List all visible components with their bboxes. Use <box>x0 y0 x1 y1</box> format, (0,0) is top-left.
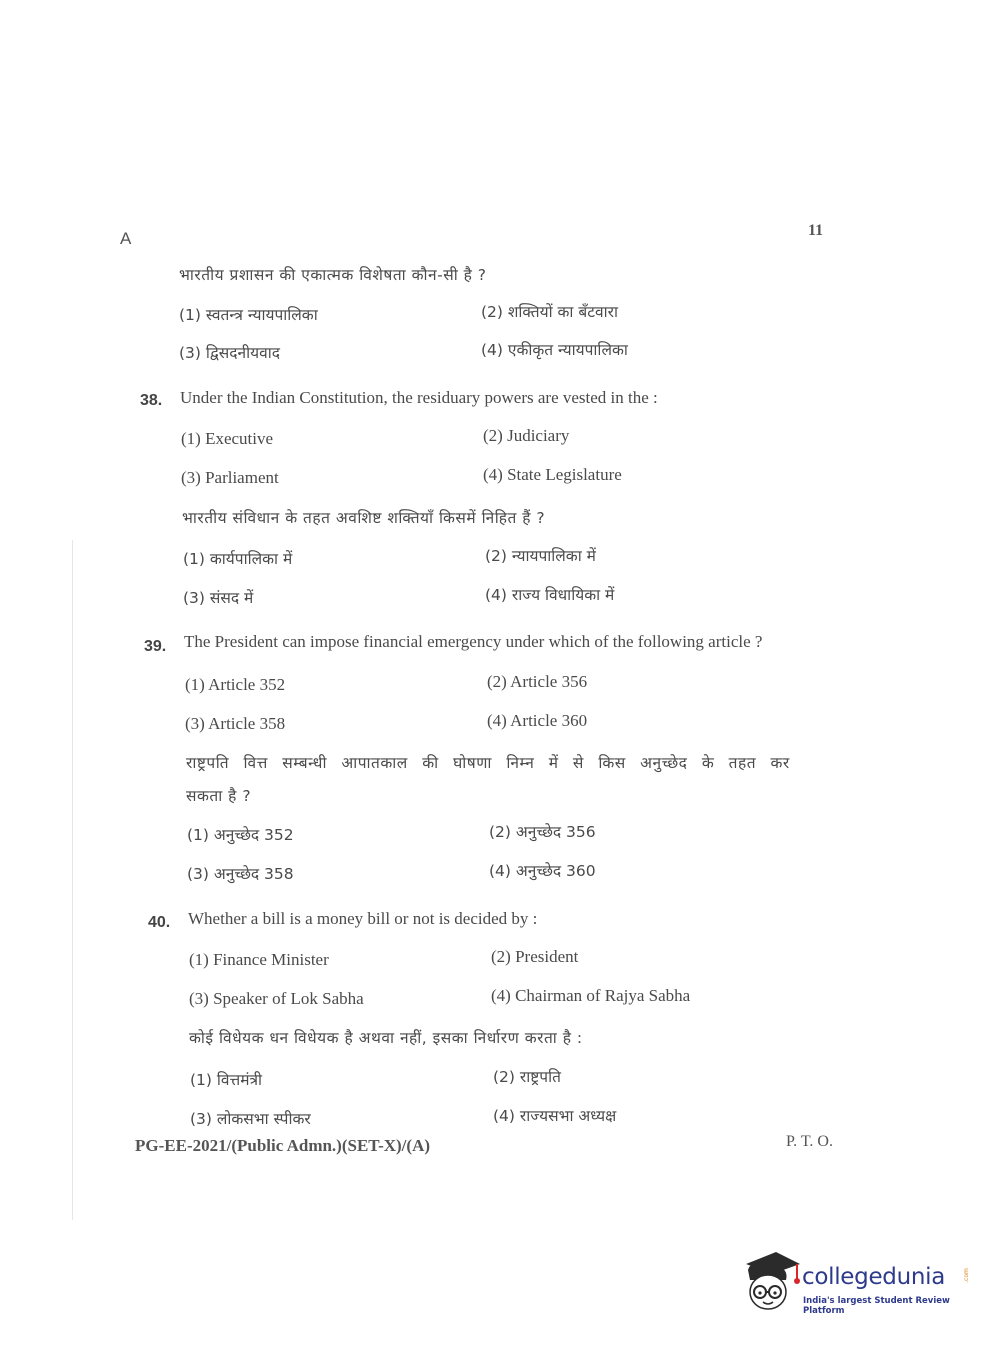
q38-hindi-option-2: (2) न्यायपालिका में <box>485 547 596 565</box>
q38-option-1: (1) Executive <box>181 429 274 448</box>
q40-option-3: (3) Speaker of Lok Sabha <box>189 989 364 1008</box>
q40-hindi-option-3: (3) लोकसभा स्पीकर <box>190 1110 311 1128</box>
collegedunia-wordmark: collegedunia <box>802 1264 946 1290</box>
q37-hindi-option-2: (2) शक्तियों का बँटवारा <box>481 303 619 321</box>
q40-number: 40. <box>148 914 171 931</box>
q39-hindi-option-1: (1) अनुच्छेद 352 <box>187 826 294 844</box>
q39-hindi-option-2: (2) अनुच्छेद 356 <box>489 823 596 841</box>
q38-number: 38. <box>140 392 163 409</box>
q39-hindi-option-3: (3) अनुच्छेद 358 <box>187 865 294 883</box>
collegedunia-domain: .com <box>962 1268 970 1283</box>
q40-option-4: (4) Chairman of Rajya Sabha <box>491 986 691 1005</box>
q37-hindi-option-3: (3) द्विसदनीयवाद <box>179 344 280 362</box>
q40-text: Whether a bill is a money bill or not is decided by : <box>188 909 538 928</box>
q38-hindi-option-3: (3) संसद में <box>183 589 254 607</box>
q37-hindi-text: भारतीय प्रशासन की एकात्मक विशेषता कौन-सी है ? <box>179 266 487 284</box>
q38-option-3: (3) Parliament <box>181 468 279 487</box>
q40-option-2: (2) President <box>491 947 579 966</box>
q39-hindi-option-4: (4) अनुच्छेद 360 <box>489 862 596 880</box>
q38-text: Under the Indian Constitution, the residuary powers are vested in the : <box>180 388 658 407</box>
q40-option-1: (1) Finance Minister <box>189 950 329 969</box>
q38-hindi-text: भारतीय संविधान के तहत अवशिष्ट शक्तियाँ किसमें निहित हैं ? <box>182 509 546 527</box>
q38-hindi-option-4: (4) राज्य विधायिका में <box>485 586 615 604</box>
q37-hindi-option-4: (4) एकीकृत न्यायपालिका <box>481 341 628 359</box>
collegedunia-tagline: India's largest Student Review Platform <box>803 1296 950 1316</box>
q39-text: The President can impose financial emergency under which of the following article ? <box>184 632 763 651</box>
q39-option-2: (2) Article 356 <box>487 672 588 691</box>
q39-hindi-text-line1: राष्ट्रपति वित्त सम्बन्धी आपातकाल की घोषणा निम्न में से किस अनुच्छेद के तहत कर <box>186 754 790 772</box>
q39-option-4: (4) Article 360 <box>487 711 588 730</box>
q40-hindi-text: कोई विधेयक धन विधेयक है अथवा नहीं, इसका निर्धारण करता है : <box>189 1029 583 1047</box>
q38-option-2: (2) Judiciary <box>483 426 570 445</box>
q39-hindi-text-line2: सकता है ? <box>186 787 252 805</box>
q40-hindi-option-2: (2) राष्ट्रपति <box>493 1068 561 1086</box>
student-mascot-icon <box>742 1250 802 1316</box>
page-number: 11 <box>808 222 824 239</box>
collegedunia-logo <box>742 1250 972 1316</box>
q39-number: 39. <box>144 638 167 655</box>
q39-option-1: (1) Article 352 <box>185 675 286 694</box>
q38-hindi-option-1: (1) कार्यपालिका में <box>183 550 293 568</box>
q39-option-3: (3) Article 358 <box>185 714 286 733</box>
q38-option-4: (4) State Legislature <box>483 465 622 484</box>
q37-hindi-option-1: (1) स्वतन्त्र न्यायपालिका <box>179 306 318 324</box>
q40-hindi-option-4: (4) राज्यसभा अध्यक्ष <box>493 1107 617 1125</box>
set-letter: A <box>120 229 132 248</box>
paper-code: PG-EE-2021/(Public Admn.)(SET-X)/(A) <box>135 1136 431 1155</box>
q40-hindi-option-1: (1) वित्तमंत्री <box>190 1071 263 1089</box>
scan-margin-line <box>72 540 73 1220</box>
pto-label: P. T. O. <box>786 1133 833 1150</box>
